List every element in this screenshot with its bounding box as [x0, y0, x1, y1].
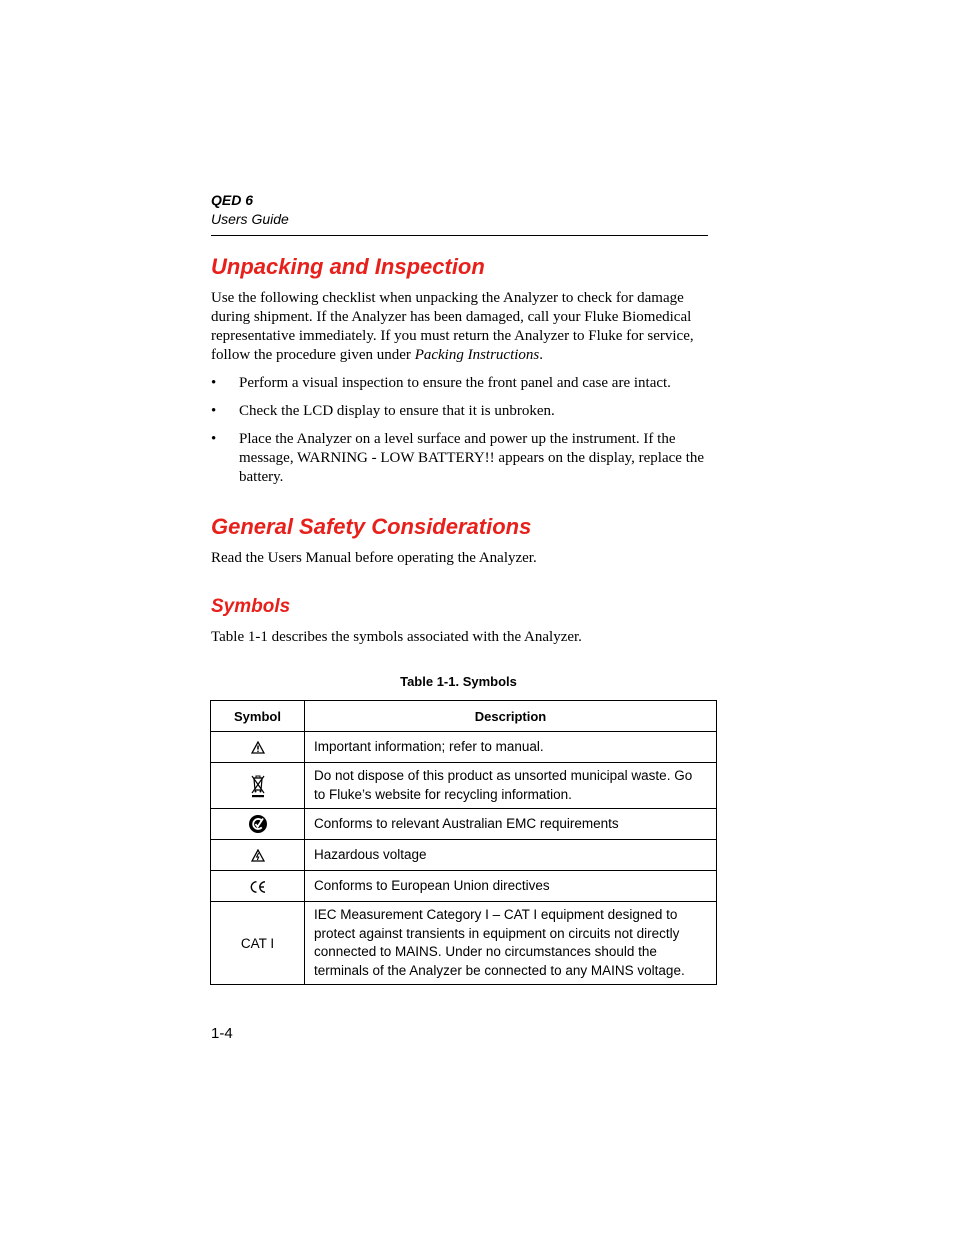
product-name: QED 6 — [211, 192, 254, 208]
symbol-cell — [211, 871, 305, 902]
list-item: • Place the Analyzer on a level surface and power up the instrument. If the message, WARNING - LOW BATTERY!! appears on the display, replace the battery. — [211, 431, 705, 485]
table-row — [211, 902, 717, 985]
packing-instructions-ref: Packing Instructions — [414, 347, 540, 363]
section-title-symbols: Symbols — [211, 596, 291, 617]
hazard-voltage-icon — [251, 849, 265, 862]
description-cell: IEC Measurement Category I – CAT I equipment designed to protect against transients in equipment on circuits not directly connected to MAINS. Under no circumstances should the terminals of the Analyzer be connected to any MAINS voltage. — [305, 902, 717, 985]
symbols-table — [210, 700, 717, 985]
table-caption: Table 1-1. Symbols — [400, 674, 517, 689]
section-title-safety: General Safety Considerations — [211, 514, 532, 539]
description-cell: Do not dispose of this product as unsorted municipal waste. Go to Fluke’s website for recycling information. — [305, 763, 717, 809]
c-tick-icon — [248, 814, 268, 834]
table-header-row — [211, 701, 717, 732]
table-row — [211, 763, 717, 809]
safety-text: Read the Users Manual before operating the Analyzer. — [211, 550, 537, 566]
symbol-cell: CAT I — [211, 902, 305, 985]
table-row — [211, 732, 717, 763]
section-title-unpacking: Unpacking and Inspection — [211, 254, 485, 279]
warning-triangle-icon — [251, 741, 265, 754]
symbol-cell — [211, 763, 305, 809]
symbol-cell — [211, 840, 305, 871]
bullet-icon: • — [211, 403, 217, 419]
unpacking-intro: Use the following checklist when unpacking the Analyzer to check for damage during shipment. If the Analyzer has been damaged, call your Fluke Biomedical representative immediately. If you must return the Analyzer to Fluke for service, follow the procedure given under Packing Instructions. — [211, 290, 694, 363]
bullet-icon: • — [211, 431, 217, 447]
header-description: Description — [305, 701, 717, 732]
symbol-cell — [211, 732, 305, 763]
guide-name: Users Guide — [211, 211, 289, 227]
symbols-text: Table 1-1 describes the symbols associated with the Analyzer. — [211, 629, 582, 645]
bullet-icon: • — [211, 375, 217, 391]
crossed-bin-icon — [250, 774, 266, 798]
description-cell: Hazardous voltage — [305, 840, 717, 871]
description-cell: Important information; refer to manual. — [305, 732, 717, 763]
table-row — [211, 840, 717, 871]
description-cell: Conforms to European Union directives — [305, 871, 717, 902]
table-row — [211, 809, 717, 840]
running-header — [211, 191, 708, 236]
list-item: • Check the LCD display to ensure that it is unbroken. — [211, 403, 555, 419]
ce-mark-icon — [249, 880, 267, 894]
table-row — [211, 871, 717, 902]
page-number: 1-4 — [211, 1025, 233, 1042]
list-item: • Perform a visual inspection to ensure the front panel and case are intact. — [211, 375, 671, 391]
symbol-cell — [211, 809, 305, 840]
description-cell: Conforms to relevant Australian EMC requirements — [305, 809, 717, 840]
header-symbol: Symbol — [211, 701, 305, 732]
